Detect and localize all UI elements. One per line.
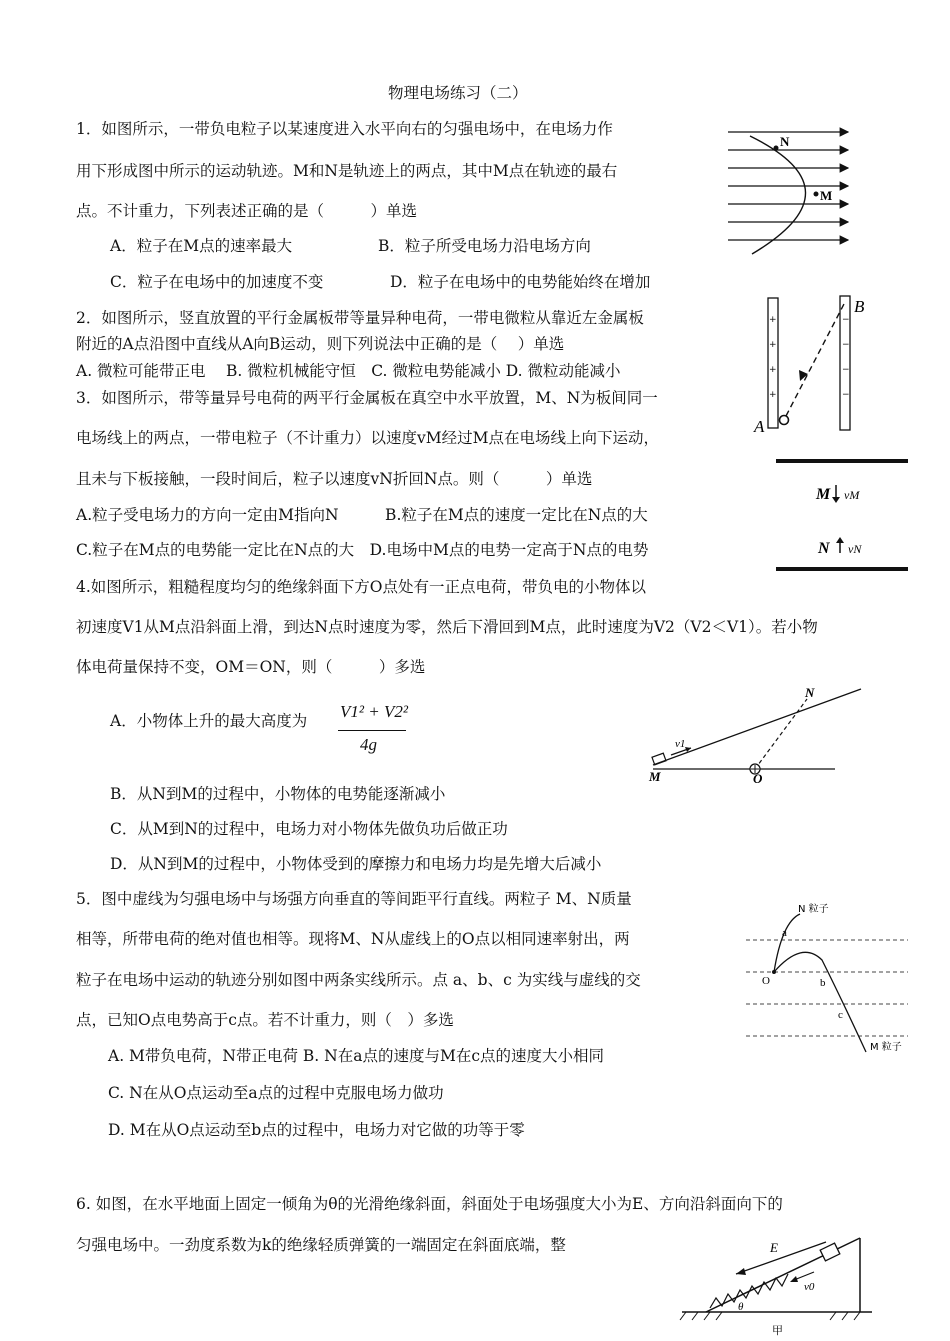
svg-text:+: + (769, 365, 777, 375)
q4-fraction-numerator: V1² + V2² (340, 702, 408, 721)
svg-text:−: − (842, 365, 850, 375)
q4-fraction-bar (338, 730, 406, 731)
q4-fraction-denominator: 4g (360, 735, 377, 754)
q1-figure (720, 120, 860, 260)
q1-option-c: C．粒子在电场中的加速度不变 (110, 273, 324, 291)
q3-line-1: 3．如图所示，带等量异号电荷的两平行金属板在真空中水平放置，M、N为板间同一 (76, 389, 658, 407)
q5-fig-label-c: c (838, 1009, 843, 1021)
q4-figure (645, 685, 865, 785)
q2-line-1: 2．如图所示，竖直放置的平行金属板带等量异种电荷，一带电微粒从靠近左金属板 (76, 309, 644, 327)
q5-fig-label-b: b (820, 977, 826, 989)
q4-line-3: 体电荷量保持不变，OM＝ON，则（ ）多选 (76, 658, 426, 676)
q5-options-ab: A. M带负电荷，N带正电荷 B. N在a点的速度与M在c点的速度大小相同 (108, 1047, 605, 1065)
q5-fig-label-m: M 粒子 (870, 1042, 902, 1053)
svg-text:−: − (842, 315, 850, 325)
q4-line-1: 4.如图所示，粗糙程度均匀的绝缘斜面下方O点处有一正点电荷，带负电的小物体以 (76, 578, 646, 596)
svg-text:+: + (769, 315, 777, 325)
q6-fig-label-v0: v0 (804, 1281, 815, 1293)
q1-line-1: 1．如图所示，一带负电粒子以某速度进入水平向右的匀强电场中，在电场力作 (76, 120, 613, 138)
page-title: 物理电场练习（二） (388, 84, 528, 102)
q6-fig-label-theta: θ (738, 1301, 744, 1313)
svg-text:−: − (842, 340, 850, 350)
q4-option-a: A．小物体上升的最大高度为 (110, 712, 308, 730)
q4-fig-label-o: O (753, 771, 763, 786)
q1-line-3: 点。不计重力，下列表述正确的是（ ）单选 (76, 202, 418, 220)
q4-line-2: 初速度V1从M点沿斜面上滑，到达N点时速度为零，然后下滑回到M点，此时速度为V2（V2＜V1）。若小物 (76, 618, 818, 636)
q5-line-2: 相等，所带电荷的绝对值也相等。现将M、N从虚线上的O点以相同速率射出，两 (76, 930, 630, 948)
q6-fig-label-jia: 甲 (772, 1324, 783, 1337)
q4-option-c: C．从M到N的过程中，电场力对小物体先做负功后做正功 (110, 820, 508, 838)
q2-options: A. 微粒可能带正电 B. 微粒机械能守恒 C. 微粒电势能减小 D. 微粒动能减小 (76, 362, 621, 380)
q1-fig-label-m: M (820, 188, 833, 203)
q6-fig-label-e: E (770, 1240, 778, 1255)
q1-option-a: A．粒子在M点的速率最大 (110, 237, 293, 255)
q2-fig-label-b: B (854, 297, 865, 316)
q5-fig-label-o: O (762, 975, 770, 987)
svg-text:+: + (769, 390, 777, 400)
q5-line-1: 5．图中虚线为匀强电场中与场强方向垂直的等间距平行直线。两粒子 M、N质量 (76, 890, 632, 908)
q6-figure (676, 1226, 876, 1336)
q4-fig-label-v1: v1 (675, 738, 686, 750)
q3-fig-label-vm: vM (844, 488, 860, 502)
q3-fig-label-n: N (818, 540, 830, 557)
q4-option-d: D．从N到M的过程中，小物体受到的摩擦力和电场力均是先增大后减小 (110, 855, 602, 873)
q6-line-1: 6. 如图，在水平地面上固定一倾角为θ的光滑绝缘斜面，斜面处于电场强度大小为E、方向沿斜面向下的 (76, 1195, 783, 1213)
q1-trajectory (750, 136, 806, 254)
svg-text:+: + (769, 340, 777, 350)
q5-option-d: D. M在从O点运动至b点的过程中，电场力对它做的功等于零 (108, 1121, 525, 1139)
q2-line-2: 附近的A点沿图中直线从A向B运动，则下列说法中正确的是（ ）单选 (76, 335, 565, 353)
svg-text:−: − (842, 390, 850, 400)
q3-line-2: 电场线上的两点，一带电粒子（不计重力）以速度vM经过M点在电场线上向下运动， (76, 429, 660, 447)
q4-fig-label-n: N (805, 685, 815, 700)
q3-options-ab: A.粒子受电场力的方向一定由M指向N B.粒子在M点的速度一定比在N点的大 (76, 506, 648, 524)
q2-figure (752, 292, 882, 437)
q1-option-b: B．粒子所受电场力沿电场方向 (378, 237, 591, 255)
q5-fig-label-a: a (782, 927, 787, 939)
q3-line-3: 且未与下板接触，一段时间后，粒子以速度vN折回N点。则（ ）单选 (76, 470, 593, 488)
q3-fig-label-vn: vN (848, 542, 862, 556)
q4-option-b: B．从N到M的过程中，小物体的电势能逐渐减小 (110, 785, 446, 803)
q5-fig-label-n: N 粒子 (798, 904, 829, 915)
q2-fig-label-a: A (754, 417, 765, 436)
q5-figure (742, 900, 912, 1060)
q1-option-d: D．粒子在电场中的电势能始终在增加 (390, 273, 651, 291)
q1-fig-label-n: N (780, 134, 790, 149)
q5-option-c: C. N在从O点运动至a点的过程中克服电场力做功 (108, 1084, 444, 1102)
q4-fig-label-m: M (649, 769, 661, 784)
q6-line-2: 匀强电场中。一劲度系数为k的绝缘轻质弹簧的一端固定在斜面底端，整 (76, 1236, 566, 1254)
q3-figure (772, 455, 912, 575)
q1-line-2: 用下形成图中所示的运动轨迹。M和N是轨迹上的两点，其中M点在轨迹的最右 (76, 162, 618, 180)
q5-line-4: 点，已知O点电势高于c点。若不计重力，则（ ）多选 (76, 1011, 454, 1029)
q3-options-cd: C.粒子在M点的电势能一定比在N点的大 D.电场中M点的电势一定高于N点的电势 (76, 541, 649, 559)
q5-line-3: 粒子在电场中运动的轨迹分别如图中两条实线所示。点 a、b、c 为实线与虚线的交 (76, 971, 641, 989)
q3-fig-label-m: M (816, 486, 831, 503)
